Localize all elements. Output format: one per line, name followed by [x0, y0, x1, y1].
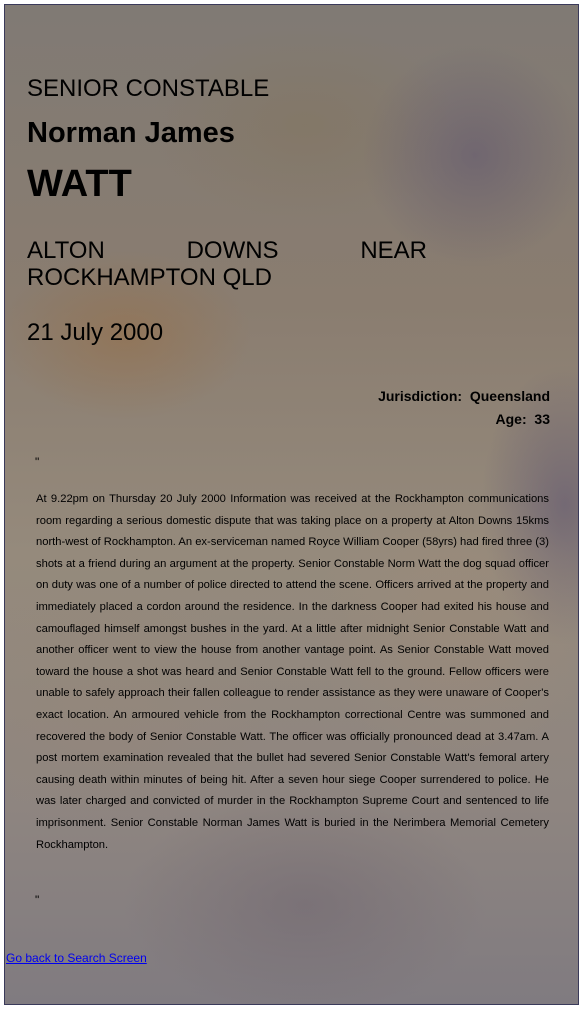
incident-location: ALTON DOWNS NEAR ROCKHAMPTON QLD: [27, 237, 427, 291]
jurisdiction-label: Jurisdiction:: [378, 388, 463, 404]
officer-details: [378, 385, 550, 431]
back-to-search-link[interactable]: Go back to Search Screen: [6, 951, 147, 965]
incident-date: 21 July 2000: [27, 319, 164, 346]
officer-rank: SENIOR CONSTABLE: [27, 75, 270, 102]
open-quote: ": [35, 455, 40, 469]
memorial-panel: [4, 4, 579, 1005]
age-row: [378, 408, 550, 431]
jurisdiction-value: Queensland: [469, 388, 550, 404]
age-value: 33: [534, 411, 550, 427]
jurisdiction-row: [378, 385, 550, 408]
officer-surname: WATT: [27, 163, 132, 205]
close-quote: ": [35, 893, 40, 907]
age-label: Age:: [495, 411, 527, 427]
incident-narrative: At 9.22pm on Thursday 20 July 2000 Information was received at the Rockhampton communications room regarding a serious domestic dispute that was taking place on a property at Alton Downs 15kms north-west of Rockhampton. An ex-serviceman named Royce William Cooper (58yrs) had fired three (3) shots at a friend during an argument at the property. Senior Constable Norm Watt the dog squad officer on duty was one of a number of police directed to attend the scene. Officers arrived at the property and immediately placed a cordon around the residence. In the darkness Cooper had exited his house and camouflaged himself amongst bushes in the yard. At a little after midnight Senior Constable Watt and another officer went to view the house from another vantage point. As Senior Constable Watt moved toward the house a shot was heard and Senior Constable Watt fell to the ground. Fellow officers were unable to safely approach their fallen colleague to render assistance as they were unaware of Cooper's exact location. An armoured vehicle from the Rockhampton correctional Centre was summoned and recovered the body of Senior Constable Watt. The officer was officially pronounced dead at 3.47am. A post mortem examination revealed that the bullet had severed Senior Constable Watt's femoral artery causing death within minutes of being hit. After a seven hour siege Cooper surrendered to police. He was later charged and convicted of murder in the Rockhampton Supreme Court and sentenced to life imprisonment. Senior Constable Norman James Watt is buried in the Nerimbera Memorial Cemetery Rockhampton.: [36, 493, 549, 851]
officer-given-names: Norman James: [27, 117, 235, 149]
